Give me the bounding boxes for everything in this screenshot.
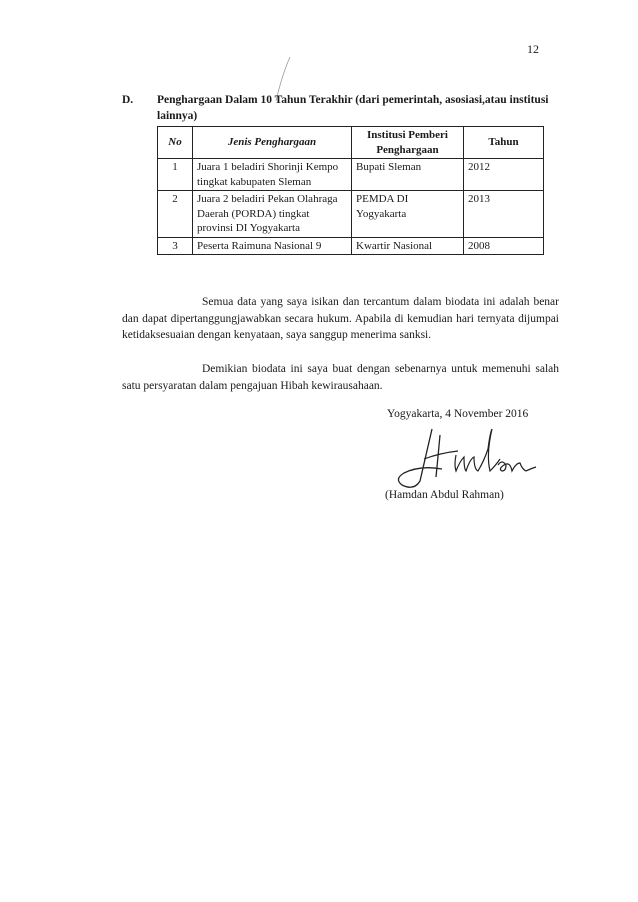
awards-table	[157, 126, 544, 255]
cell-jenis: Juara 1 beladiri Shorinji Kempo tingkat kabupaten Sleman	[193, 159, 352, 191]
cell-jenis: Peserta Raimuna Nasional 9	[193, 237, 352, 255]
cell-no: 3	[158, 237, 193, 255]
cell-institusi: Bupati Sleman	[352, 159, 464, 191]
section-heading	[122, 92, 562, 124]
declaration-text: Semua data yang saya isikan dan tercantum dalam biodata ini adalah benar dan dapat dipertanggungjawabkan secara hukum. Apabila di kemudian hari ternyata dijumpai ketidaksesuaian dengan kenyataan, saya sanggup menerima sanksi.	[122, 296, 559, 341]
cell-institusi: Kwartir Nasional	[352, 237, 464, 255]
cell-institusi: PEMDA DI Yogyakarta	[352, 191, 464, 238]
signer-name: (Hamdan Abdul Rahman)	[385, 489, 504, 501]
header-jenis: Jenis Penghargaan	[193, 127, 352, 159]
page-number: 12	[527, 42, 539, 56]
closing-text: Demikian biodata ini saya buat dengan sebenarnya untuk memenuhi salah satu persyaratan dalam pengajuan Hibah kewirausahaan.	[122, 363, 559, 392]
table-header-row	[158, 127, 544, 159]
cell-jenis: Juara 2 beladiri Pekan Olahraga Daerah (PORDA) tingkat provinsi DI Yogyakarta	[193, 191, 352, 238]
header-institusi: Institusi Pemberi Penghargaan	[352, 127, 464, 159]
cell-no: 2	[158, 191, 193, 238]
section-title: Penghargaan Dalam 10 Tahun Terakhir (dari pemerintah, asosiasi,atau institusi lainnya)	[157, 94, 549, 122]
header-tahun: Tahun	[464, 127, 544, 159]
declaration-paragraph	[122, 294, 559, 344]
cell-tahun: 2012	[464, 159, 544, 191]
table-row	[158, 191, 544, 238]
closing-paragraph	[122, 361, 559, 394]
table-row	[158, 159, 544, 191]
cell-tahun: 2013	[464, 191, 544, 238]
place-date: Yogyakarta, 4 November 2016	[387, 408, 529, 420]
section-letter: D.	[122, 94, 134, 106]
cell-no: 1	[158, 159, 193, 191]
header-no: No	[158, 127, 193, 159]
table-row	[158, 237, 544, 255]
cell-tahun: 2008	[464, 237, 544, 255]
handwritten-signature	[380, 425, 550, 495]
